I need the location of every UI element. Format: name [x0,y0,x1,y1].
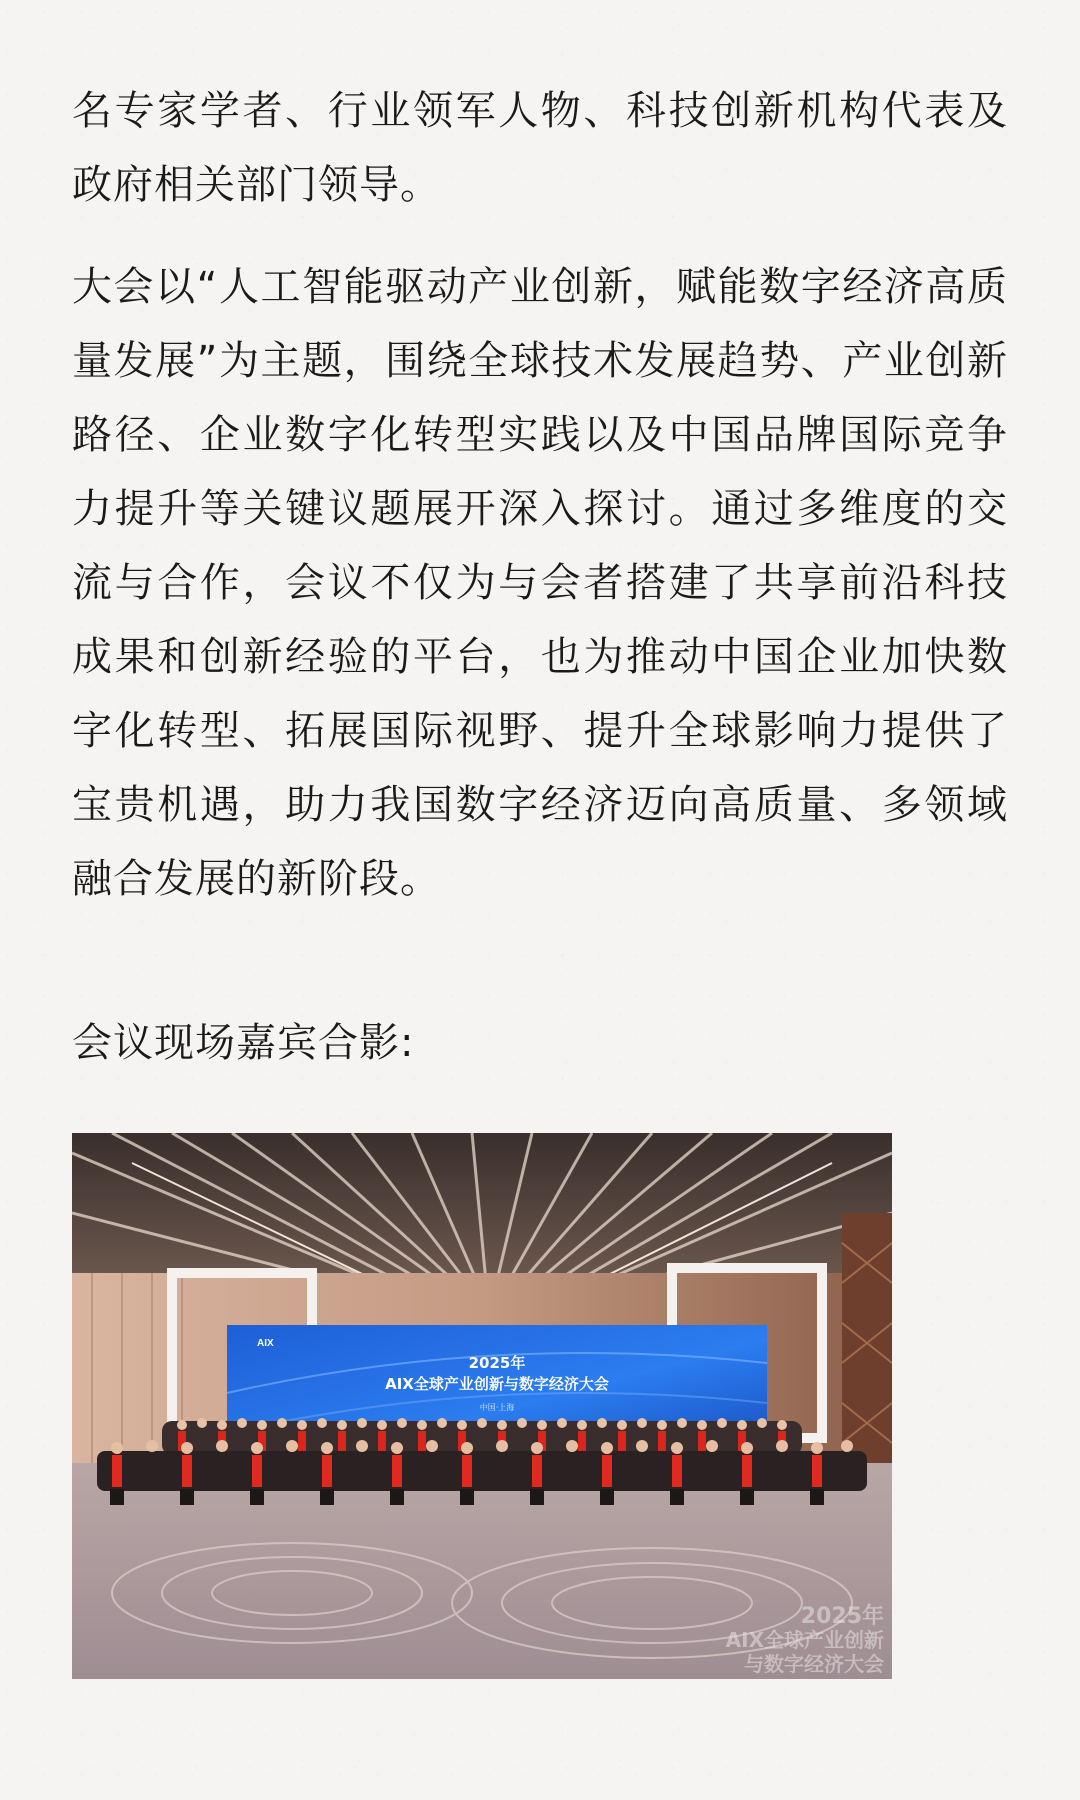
group-photo [72,1133,892,1679]
article-body [72,74,1008,916]
floor-watermark-line2: 与数字经济大会 [744,1652,884,1676]
backdrop-logo: AIX [257,1338,274,1349]
photo-caption: 会议现场嘉宾合影: [72,1020,415,1066]
backdrop-location: 中国·上海 [479,1403,515,1412]
floor-watermark-line1: AIX全球产业创新 [725,1628,884,1652]
backdrop-year: 2025年 [468,1354,526,1372]
article-paragraph: 名专家学者、行业领军人物、科技创新机构代表及政府相关部门领导。 [72,88,1008,208]
article-paragraph: 大会以“人工智能驱动产业创新，赋能数字经济高质量发展”为主题，围绕全球技术发展趋势、产业创新路径、企业数字化转型实践以及中国品牌国际竞争力提升等关键议题展开深入探讨。通过多维度的交流与合作，会议不仅为与会者搭建了共享前沿科技成果和创新经验的平台，也为推动中国企业加快数字化转型、拓展国际视野、提升全球影响力提供了宝贵机遇，助力我国数字经济迈向高质量、多领域融合发展的新阶段。 [72,264,1008,902]
floor-watermark-year: 2025年 [800,1604,884,1629]
backdrop-title: AIX全球产业创新与数字经济大会 [385,1375,609,1393]
